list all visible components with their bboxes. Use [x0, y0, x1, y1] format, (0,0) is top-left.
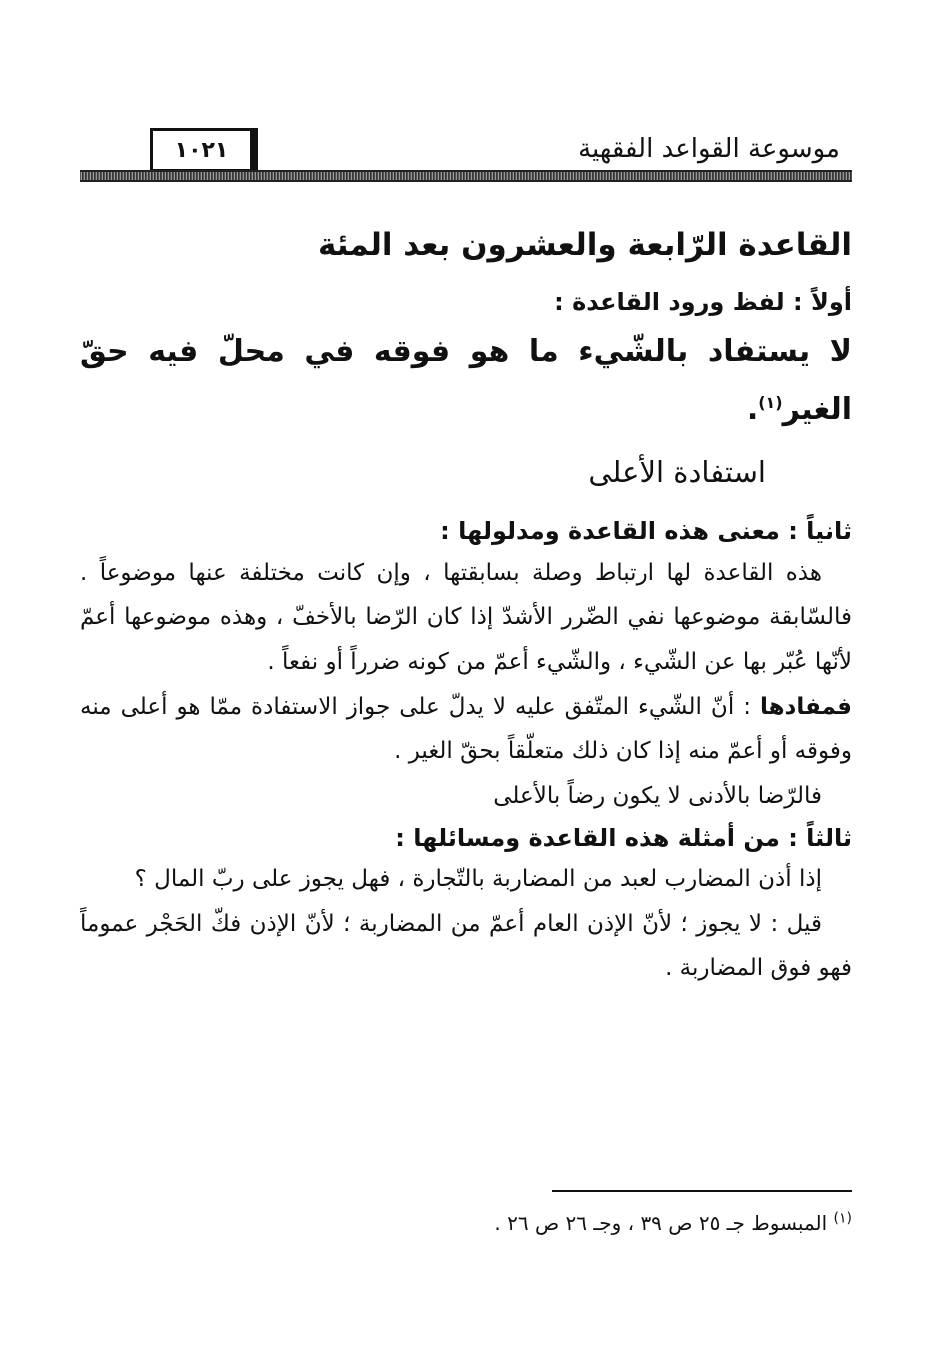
rule-statement-end: .	[746, 392, 759, 428]
section-3-heading: ثالثاً : من أمثلة هذه القاعدة ومسائلها :	[395, 823, 852, 852]
example-paragraph: إذا أذن المضارب لعبد من المضاربة بالتّجارة ، فهل يجوز على ربّ المال ؟	[134, 865, 822, 892]
running-title: موسوعة القواعد الفقهية	[578, 134, 840, 164]
mufad-paragraph	[80, 685, 852, 774]
footnote-text: المبسوط جـ ٢٥ ص ٣٩ ، وجـ ٢٦ ص ٢٦ .	[494, 1211, 828, 1235]
mufad-label: فمفادها	[759, 693, 852, 720]
header-rule	[80, 170, 852, 182]
footnote-ref: (١)	[758, 393, 783, 413]
footnote-rule	[552, 1190, 852, 1192]
answer-paragraph: قيل : لا يجوز ؛ لأنّ الإذن العام أعمّ من المضاربة ؛ لأنّ الإذن فكّ الحَجْر عموماً فهو فوق المضاربة .	[80, 910, 852, 982]
rule-statement	[80, 323, 852, 440]
section-1-heading: أولاً : لفظ ورود القاعدة :	[554, 287, 852, 316]
meaning-paragraph: هذه القاعدة لها ارتباط وصلة بسابقتها ، وإن كانت مختلفة عنها موضوعاً . فالسّابقة موضوعها نفي الضّرر الأشدّ إذا كان الرّضا بالأخفّ ، وهذه موضوعها أعمّ لأنّها عُبّر بها عن الشّيء ، والشّيء أعمّ من كونه ضرراً أو نفعاً .	[80, 559, 852, 676]
section-2-heading: ثانياً : معنى هذه القاعدة ومدلولها :	[440, 517, 852, 546]
conclusion-paragraph: فالرّضا بالأدنى لا يكون رضاً بالأعلى	[493, 782, 822, 809]
footnote-marker: (١)	[833, 1210, 852, 1227]
rule-statement-text: لا يستفاد بالشّيء ما هو فوقه في محلّ فيه حقّ الغير	[80, 333, 852, 428]
rule-title: القاعدة الرّابعة والعشرون بعد المئة	[317, 227, 852, 263]
book-page	[80, 0, 852, 1370]
page-body	[80, 222, 852, 991]
page-header	[80, 120, 852, 184]
mufad-text: : أنّ الشّيء المتّفق عليه لا يدلّ على جواز الاستفادة ممّا هو أعلى منه وفوقه أو أعمّ منه إذا كان ذلك متعلّقاً بحقّ الغير .	[80, 693, 852, 765]
page-number: ١٠٢١	[150, 128, 258, 172]
footnote	[80, 1208, 852, 1238]
rule-label: استفادة الأعلى	[588, 454, 766, 489]
